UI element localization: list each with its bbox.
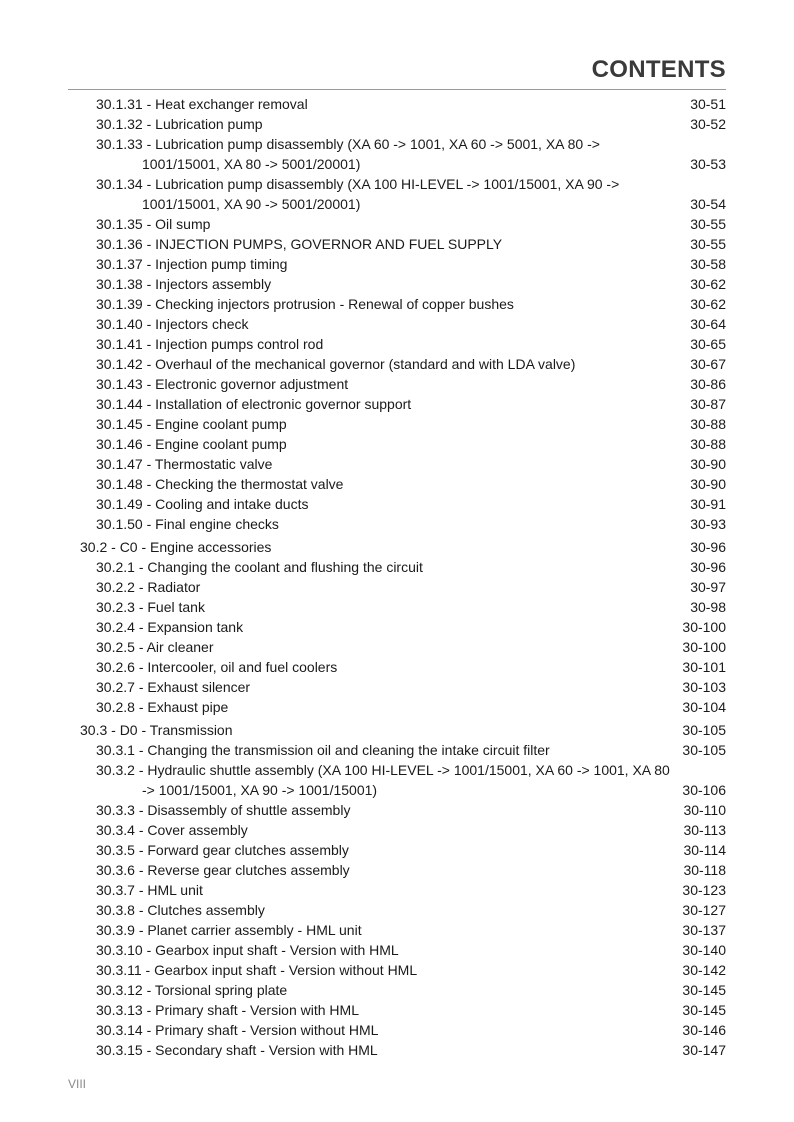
toc-entry[interactable] — [80, 760, 726, 800]
toc-entry-page: 30-145 — [682, 1002, 726, 1018]
toc-entry-label: 30.1.36 - INJECTION PUMPS, GOVERNOR AND FUEL SUPPLY — [96, 236, 503, 252]
toc-entry-label: 30.3.5 - Forward gear clutches assembly — [96, 842, 349, 858]
toc-entry-label: 30.1.35 - Oil sump — [96, 216, 211, 232]
toc-entry-page: 30-96 — [690, 539, 726, 555]
toc-entry-label: 30.1.39 - Checking injectors protrusion - Renewal of copper bushes — [96, 296, 514, 312]
toc-entry[interactable] — [80, 800, 726, 820]
toc-entry-page: 30-137 — [682, 922, 726, 938]
toc-entry-page: 30-90 — [690, 476, 726, 492]
toc-entry-page: 30-106 — [682, 782, 726, 798]
toc-entry-page: 30-88 — [690, 416, 726, 432]
toc-entry-label: 30.3 - D0 - Transmission — [80, 722, 233, 738]
toc-entry-label: 30.3.4 - Cover assembly — [96, 822, 248, 838]
toc-entry-label: 30.1.32 - Lubrication pump — [96, 116, 263, 132]
toc-entry-label: 30.3.13 - Primary shaft - Version with HML — [96, 1002, 359, 1018]
toc-entry-page: 30-146 — [682, 1022, 726, 1038]
toc-entry-page: 30-93 — [690, 516, 726, 532]
toc-entry-page: 30-100 — [682, 639, 726, 655]
toc-entry-label: 30.1.37 - Injection pump timing — [96, 256, 288, 272]
toc-entry-label: 30.2.4 - Expansion tank — [96, 619, 244, 635]
toc-entry-label: 30.3.1 - Changing the transmission oil and cleaning the intake circuit filter — [96, 742, 550, 758]
toc-entry-page: 30-62 — [690, 276, 726, 292]
toc-entry[interactable] — [80, 637, 726, 657]
toc-entry-page: 30-62 — [690, 296, 726, 312]
toc-entry-label: 30.2.5 - Air cleaner — [96, 639, 214, 655]
toc-entry-label: 30.2.7 - Exhaust silencer — [96, 679, 251, 695]
toc-entry-page: 30-67 — [690, 356, 726, 372]
toc-entry-page: 30-55 — [690, 236, 726, 252]
toc-entry[interactable] — [80, 254, 726, 274]
toc-entry[interactable] — [80, 114, 726, 134]
toc-entry-page: 30-104 — [682, 699, 726, 715]
toc-entry-page: 30-97 — [690, 579, 726, 595]
toc-entry[interactable] — [80, 557, 726, 577]
toc-entry-label: 30.1.46 - Engine coolant pump — [96, 436, 287, 452]
toc-entry[interactable] — [80, 697, 726, 717]
toc-entry[interactable] — [80, 334, 726, 354]
toc-entry-page: 30-98 — [690, 599, 726, 615]
toc-entry[interactable] — [80, 354, 726, 374]
toc-entry-label: 30.3.9 - Planet carrier assembly - HML unit — [96, 922, 362, 938]
toc-entry[interactable] — [80, 960, 726, 980]
toc-entry-label: 30.1.48 - Checking the thermostat valve — [96, 476, 344, 492]
toc-entry-label: 30.1.38 - Injectors assembly — [96, 276, 272, 292]
toc-entry-label: 30.3.15 - Secondary shaft - Version with HML — [96, 1042, 378, 1058]
toc-entry-label: 30.1.41 - Injection pumps control rod — [96, 336, 324, 352]
toc-entry[interactable] — [80, 414, 726, 434]
page-title: CONTENTS — [591, 56, 726, 83]
toc-entry[interactable] — [80, 860, 726, 880]
toc-entry-label: 30.3.8 - Clutches assembly — [96, 902, 265, 918]
toc-entry-label: 30.2.3 - Fuel tank — [96, 599, 205, 615]
toc-entry[interactable] — [80, 94, 726, 114]
toc-entry-label: 30.1.45 - Engine coolant pump — [96, 416, 287, 432]
toc-entry-page: 30-113 — [683, 822, 726, 838]
toc-entry[interactable] — [80, 880, 726, 900]
toc-entry-page: 30-52 — [690, 116, 726, 132]
toc-entry-label: 30.1.44 - Installation of electronic governor support — [96, 396, 412, 412]
toc-entry-label: 30.3.11 - Gearbox input shaft - Version without HML — [96, 962, 418, 978]
toc-entry-page: 30-65 — [690, 336, 726, 352]
toc-entry-label: 30.1.50 - Final engine checks — [96, 516, 279, 532]
toc-entry[interactable] — [80, 374, 726, 394]
toc-entry[interactable] — [80, 514, 726, 534]
toc-entry-label: 30.3.3 - Disassembly of shuttle assembly — [96, 802, 351, 818]
toc-entry-label: 30.2.2 - Radiator — [96, 579, 201, 595]
toc-entry-label: 30.1.47 - Thermostatic valve — [96, 456, 273, 472]
page-number: VIII — [68, 1077, 87, 1091]
toc-entry-page: 30-91 — [690, 496, 726, 512]
toc-entry[interactable] — [80, 900, 726, 920]
toc-entry[interactable] — [80, 1000, 726, 1020]
toc-entry[interactable] — [80, 134, 726, 174]
toc-entry-label: 30.1.40 - Injectors check — [96, 316, 249, 332]
toc-entry-label: 30.1.33 - Lubrication pump disassembly (XA 60 -> 1001, XA 60 -> 5001, XA 80 -> 1001/15001, XA 80 -> 5001/20001) — [96, 136, 600, 172]
toc-entry-label: 30.2.6 - Intercooler, oil and fuel coolers — [96, 659, 338, 675]
toc-entry-page: 30-147 — [682, 1042, 726, 1058]
toc-entry[interactable] — [80, 214, 726, 234]
toc-section-entry[interactable] — [80, 537, 726, 557]
toc-entry-label: 30.1.49 - Cooling and intake ducts — [96, 496, 309, 512]
toc-entry-page: 30-110 — [683, 802, 726, 818]
toc-entry[interactable] — [80, 454, 726, 474]
toc-entry-label: 30.3.14 - Primary shaft - Version without HML — [96, 1022, 379, 1038]
toc-entry-label: 30.3.10 - Gearbox input shaft - Version with HML — [96, 942, 399, 958]
toc-entry-page: 30-118 — [683, 862, 726, 878]
toc-entry-page: 30-53 — [690, 156, 726, 172]
toc-entry-page: 30-100 — [682, 619, 726, 635]
toc-entry-page: 30-86 — [690, 376, 726, 392]
toc-entry-label: 30.2 - C0 - Engine accessories — [80, 539, 272, 555]
toc-entry[interactable] — [80, 394, 726, 414]
toc-entry-page: 30-90 — [690, 456, 726, 472]
toc-entry-page: 30-105 — [682, 742, 726, 758]
toc-entry-label: 30.2.1 - Changing the coolant and flushing the circuit — [96, 559, 423, 575]
toc-entry[interactable] — [80, 494, 726, 514]
toc-section-entry[interactable] — [80, 720, 726, 740]
toc-entry-page: 30-142 — [682, 962, 726, 978]
toc-entry[interactable] — [80, 1040, 726, 1060]
table-of-contents — [80, 94, 726, 1060]
toc-entry-label: 30.2.8 - Exhaust pipe — [96, 699, 229, 715]
toc-entry-page: 30-103 — [682, 679, 726, 695]
toc-entry-page: 30-114 — [683, 842, 726, 858]
toc-entry[interactable] — [80, 740, 726, 760]
toc-entry-page: 30-123 — [682, 882, 726, 898]
toc-entry-label: 30.3.12 - Torsional spring plate — [96, 982, 288, 998]
toc-entry-page: 30-140 — [682, 942, 726, 958]
toc-entry[interactable] — [80, 920, 726, 940]
toc-entry-page: 30-101 — [682, 659, 726, 675]
toc-entry-label: 30.3.2 - Hydraulic shuttle assembly (XA 100 HI-LEVEL -> 1001/15001, XA 60 -> 1001, XA 80 -> 1001/15001, XA 90 -> 1001/15001) — [96, 762, 670, 798]
toc-entry-page: 30-127 — [682, 902, 726, 918]
toc-entry-label: 30.3.6 - Reverse gear clutches assembly — [96, 862, 350, 878]
toc-entry-label: 30.1.31 - Heat exchanger removal — [96, 96, 308, 112]
toc-entry[interactable] — [80, 980, 726, 1000]
toc-entry-label: 30.3.7 - HML unit — [96, 882, 203, 898]
toc-entry-page: 30-145 — [682, 982, 726, 998]
toc-entry[interactable] — [80, 840, 726, 860]
toc-entry-label: 30.1.43 - Electronic governor adjustment — [96, 376, 349, 392]
toc-entry[interactable] — [80, 314, 726, 334]
toc-entry[interactable] — [80, 474, 726, 494]
toc-entry-label: 30.1.34 - Lubrication pump disassembly (XA 100 HI-LEVEL -> 1001/15001, XA 90 -> 1001/15001, XA 90 -> 5001/20001) — [96, 176, 620, 212]
toc-entry[interactable] — [80, 234, 726, 254]
toc-entry[interactable] — [80, 294, 726, 314]
toc-entry[interactable] — [80, 434, 726, 454]
toc-entry-page: 30-96 — [690, 559, 726, 575]
toc-entry[interactable] — [80, 940, 726, 960]
toc-entry-page: 30-55 — [690, 216, 726, 232]
toc-entry[interactable] — [80, 1020, 726, 1040]
toc-entry[interactable] — [80, 577, 726, 597]
toc-entry[interactable] — [80, 820, 726, 840]
toc-entry[interactable] — [80, 677, 726, 697]
toc-entry-page: 30-88 — [690, 436, 726, 452]
toc-entry[interactable] — [80, 597, 726, 617]
title-divider — [68, 89, 726, 90]
toc-entry-page: 30-58 — [690, 256, 726, 272]
toc-entry-page: 30-105 — [682, 722, 726, 738]
toc-entry-page: 30-54 — [690, 196, 726, 212]
toc-entry[interactable] — [80, 274, 726, 294]
toc-entry[interactable] — [80, 617, 726, 637]
toc-entry[interactable] — [80, 174, 726, 214]
toc-entry-label: 30.1.42 - Overhaul of the mechanical governor (standard and with LDA valve) — [96, 356, 576, 372]
toc-entry-page: 30-51 — [690, 96, 726, 112]
toc-entry[interactable] — [80, 657, 726, 677]
toc-entry-page: 30-87 — [690, 396, 726, 412]
toc-entry-page: 30-64 — [690, 316, 726, 332]
